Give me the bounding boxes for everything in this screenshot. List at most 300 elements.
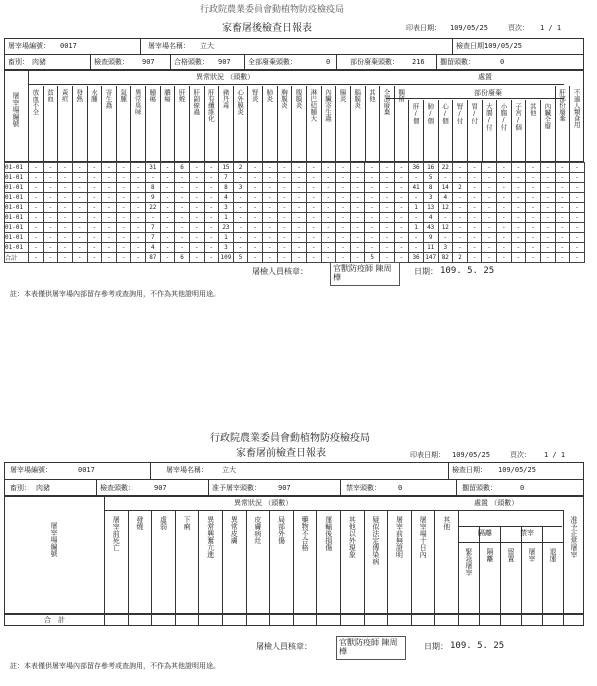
table-cell: - bbox=[87, 163, 102, 173]
table-cell: - bbox=[204, 203, 219, 213]
table-cell: - bbox=[233, 223, 248, 233]
table-cell: - bbox=[277, 233, 292, 243]
table-row bbox=[5, 203, 585, 213]
table-cell: 4 bbox=[219, 193, 234, 203]
table-cell: - bbox=[482, 253, 497, 263]
table-cell: - bbox=[570, 213, 585, 223]
table-cell: - bbox=[58, 173, 73, 183]
col-header-2-10: 其他以外現象 bbox=[348, 516, 357, 558]
table-cell: - bbox=[102, 223, 117, 233]
table-cell: - bbox=[131, 173, 146, 183]
table-cell: - bbox=[277, 223, 292, 233]
col-header-1-21: 腸炎 bbox=[338, 89, 347, 102]
col-header-1-11: 肝副線蟲 bbox=[192, 89, 201, 115]
table-cell: - bbox=[189, 223, 204, 233]
table-cell: - bbox=[380, 243, 395, 253]
table-cell: - bbox=[102, 233, 117, 243]
table-cell: - bbox=[58, 183, 73, 193]
print-date-2: 109/05/25 bbox=[452, 451, 490, 459]
table-cell: - bbox=[263, 223, 278, 233]
table-cell: - bbox=[482, 203, 497, 213]
table-cell: - bbox=[540, 233, 555, 243]
table-cell: - bbox=[175, 203, 190, 213]
table-cell: - bbox=[263, 243, 278, 253]
table-cell: - bbox=[511, 163, 526, 173]
table-cell: - bbox=[380, 183, 395, 193]
table-cell: - bbox=[72, 233, 87, 243]
table-cell: - bbox=[394, 243, 409, 253]
table-cell: - bbox=[72, 223, 87, 233]
table-cell: - bbox=[160, 183, 175, 193]
table-cell: - bbox=[58, 213, 73, 223]
table-cell: - bbox=[102, 253, 117, 263]
col-header-1-18: 腹膜炎 bbox=[294, 89, 303, 109]
table-cell: - bbox=[453, 243, 468, 253]
table-cell: - bbox=[540, 203, 555, 213]
table-cell: - bbox=[29, 233, 44, 243]
col-header-2-1: 發燒 bbox=[135, 516, 144, 530]
table-cell: - bbox=[248, 253, 263, 263]
table-cell: - bbox=[394, 183, 409, 193]
table-row bbox=[5, 183, 585, 193]
table-cell: - bbox=[292, 193, 307, 203]
table-cell: - bbox=[131, 213, 146, 223]
table-cell: - bbox=[394, 163, 409, 173]
disposal-col-2-0: 緊急屠宰 bbox=[465, 548, 473, 576]
table-cell: - bbox=[482, 233, 497, 243]
table-cell: - bbox=[58, 253, 73, 263]
table-cell: - bbox=[467, 213, 482, 223]
table-cell: - bbox=[72, 203, 87, 213]
table-cell: - bbox=[43, 243, 58, 253]
inspect-count-label-2: 檢查頭數： bbox=[100, 484, 135, 492]
row-id: 01-01 bbox=[5, 183, 29, 193]
table-cell: - bbox=[175, 243, 190, 253]
permit-label-2: 准予屠宰頭數： bbox=[212, 484, 261, 492]
table-cell: 3 bbox=[219, 243, 234, 253]
inspect-count-label-1: 檢查頭數： bbox=[94, 58, 129, 66]
table-cell: - bbox=[248, 213, 263, 223]
table-cell: - bbox=[570, 223, 585, 233]
table-cell: - bbox=[321, 223, 336, 233]
table-cell: - bbox=[570, 183, 585, 193]
table-cell: - bbox=[131, 233, 146, 243]
inspector-label-2: 屠檢人員核章： bbox=[256, 642, 312, 651]
table-cell: - bbox=[72, 193, 87, 203]
table-cell: - bbox=[72, 243, 87, 253]
table-cell: - bbox=[87, 213, 102, 223]
table-cell: - bbox=[540, 163, 555, 173]
col-header-1-12: 肝有纖維化 bbox=[206, 89, 215, 122]
table-cell: - bbox=[497, 173, 512, 183]
disposal-col-2-2: 留置 bbox=[507, 548, 515, 562]
table-cell: - bbox=[394, 193, 409, 203]
species-label-2: 畜別： bbox=[10, 484, 31, 492]
table-cell: - bbox=[189, 213, 204, 223]
table-cell: - bbox=[277, 163, 292, 173]
report-title-2: 家畜屠前檢查日報表 bbox=[236, 448, 326, 459]
col-header-2-14: 其他 bbox=[442, 516, 451, 530]
table-cell: - bbox=[204, 243, 219, 253]
table-cell: - bbox=[497, 193, 512, 203]
sh-name-1: 立大 bbox=[200, 42, 214, 50]
table-cell: - bbox=[336, 223, 351, 233]
table-cell: - bbox=[555, 173, 570, 183]
table-cell: - bbox=[116, 173, 131, 183]
table-cell: - bbox=[380, 173, 395, 183]
table-cell: - bbox=[43, 233, 58, 243]
table-cell: - bbox=[394, 203, 409, 213]
table-cell: - bbox=[102, 183, 117, 193]
table-cell: - bbox=[87, 253, 102, 263]
table-cell: - bbox=[160, 213, 175, 223]
table-cell: - bbox=[555, 253, 570, 263]
sh-no-label-1: 屠宰場編號： bbox=[8, 42, 50, 50]
table-cell: - bbox=[204, 253, 219, 263]
table-cell: - bbox=[102, 163, 117, 173]
table-cell: - bbox=[58, 243, 73, 253]
table-cell: 7 bbox=[146, 233, 161, 243]
page-label-1: 頁次： bbox=[508, 24, 529, 32]
table-cell: - bbox=[570, 253, 585, 263]
col-header-1-6: 氣腫 bbox=[119, 89, 128, 102]
table-cell: - bbox=[336, 193, 351, 203]
col-header-2-7: 局部外傷 bbox=[277, 516, 286, 544]
table-cell: 7 bbox=[219, 173, 234, 183]
table-cell: - bbox=[263, 163, 278, 173]
table-cell: - bbox=[350, 233, 365, 243]
col-header-2-5: 異常皮膚 bbox=[230, 516, 239, 544]
table-cell: - bbox=[380, 213, 395, 223]
table-cell: - bbox=[394, 213, 409, 223]
table-cell: - bbox=[116, 223, 131, 233]
col-header-1-0: 放血不全 bbox=[31, 89, 40, 115]
species-label-1: 畜別： bbox=[8, 58, 29, 66]
table-cell: - bbox=[409, 193, 424, 203]
table-cell: - bbox=[146, 213, 161, 223]
page-value-1: 1 / 1 bbox=[540, 24, 562, 32]
table-cell: - bbox=[292, 253, 307, 263]
col-header-1-7: 異常臭味 bbox=[133, 89, 142, 115]
table-cell: - bbox=[116, 163, 131, 173]
table-cell: - bbox=[482, 243, 497, 253]
table-cell: - bbox=[453, 233, 468, 243]
disposal-col-2-3: 屠宰 bbox=[528, 548, 536, 562]
table-cell: - bbox=[321, 253, 336, 263]
table-cell: - bbox=[321, 243, 336, 253]
table-cell: - bbox=[131, 253, 146, 263]
table-cell: - bbox=[511, 203, 526, 213]
table-cell: - bbox=[321, 173, 336, 183]
col-header-1-19: 淋巴結腫大 bbox=[309, 89, 318, 122]
table-cell: - bbox=[380, 223, 395, 233]
table-cell: - bbox=[482, 213, 497, 223]
table-cell: - bbox=[146, 173, 161, 183]
col-header-2-13: 屠宰場十日內 bbox=[419, 516, 428, 558]
detain-label-1: 擱留頭數： bbox=[440, 58, 475, 66]
table-cell: - bbox=[248, 193, 263, 203]
row-header-1: 屠宰場編號 bbox=[12, 92, 20, 127]
inspect-date-label-2: 檢查日期： bbox=[452, 466, 487, 474]
table-cell: - bbox=[116, 193, 131, 203]
table-cell: - bbox=[116, 233, 131, 243]
print-date-1: 109/05/25 bbox=[450, 24, 488, 32]
table-cell: - bbox=[555, 193, 570, 203]
table-cell: - bbox=[511, 193, 526, 203]
table-cell: 1 bbox=[219, 233, 234, 243]
table-cell: - bbox=[511, 173, 526, 183]
table-cell: 43 bbox=[423, 223, 438, 233]
table-cell: - bbox=[263, 253, 278, 263]
table-cell: 6 bbox=[175, 253, 190, 263]
table-cell: - bbox=[102, 243, 117, 253]
col-header-1-1: 貧血 bbox=[45, 89, 54, 102]
disposal-col-2-4: 退運 bbox=[549, 548, 557, 562]
table-cell: 36 bbox=[409, 163, 424, 173]
abnormal-header-2: 異常狀況 （頭數） bbox=[234, 499, 293, 507]
table-cell: 15 bbox=[219, 163, 234, 173]
col-header-1-14: 心外膜炎 bbox=[236, 89, 245, 115]
table-cell: - bbox=[277, 183, 292, 193]
table-cell: - bbox=[72, 183, 87, 193]
table-cell: - bbox=[277, 253, 292, 263]
table-cell: - bbox=[526, 213, 541, 223]
page-label-2: 頁次： bbox=[510, 451, 531, 459]
table-cell: - bbox=[540, 223, 555, 233]
table-cell: - bbox=[233, 173, 248, 183]
table-cell: - bbox=[58, 223, 73, 233]
col-header-1-10: 肝蛭 bbox=[177, 89, 186, 102]
table-cell: 87 bbox=[146, 253, 161, 263]
table-cell: - bbox=[160, 173, 175, 183]
table-cell: - bbox=[482, 223, 497, 233]
table-cell: - bbox=[438, 213, 453, 223]
table-cell: - bbox=[87, 243, 102, 253]
table-row bbox=[5, 173, 585, 183]
table-cell: - bbox=[292, 243, 307, 253]
table-cell: - bbox=[380, 163, 395, 173]
table-cell: - bbox=[409, 173, 424, 183]
table-cell: - bbox=[43, 173, 58, 183]
table-cell: - bbox=[263, 173, 278, 183]
table-cell: - bbox=[248, 163, 263, 173]
table-cell: - bbox=[306, 173, 321, 183]
table-cell: - bbox=[160, 233, 175, 243]
table-cell: - bbox=[438, 173, 453, 183]
post-slaughter-table bbox=[4, 162, 585, 263]
note-1: 註：本表僅供屠宰場內部留存參考或查詢用，不作為其他證明用途。 bbox=[10, 290, 220, 298]
table-cell: - bbox=[350, 163, 365, 173]
table-cell: - bbox=[29, 193, 44, 203]
table-cell: - bbox=[233, 193, 248, 203]
col-header-1-5: 寄生蟲 bbox=[104, 89, 113, 109]
col-header-1-28: 心/個 bbox=[441, 103, 449, 124]
table-cell: - bbox=[467, 193, 482, 203]
partial-condemn-label-1: 部份廢棄頭數： bbox=[350, 58, 399, 66]
table-cell: 9 bbox=[146, 193, 161, 203]
table-cell: - bbox=[380, 253, 395, 263]
partial-header-1: 部份廢棄 bbox=[474, 89, 502, 97]
whole-condemn-label-1: 全部廢棄頭數： bbox=[248, 58, 297, 66]
table-cell: - bbox=[482, 163, 497, 173]
table-cell: - bbox=[116, 213, 131, 223]
table-cell: - bbox=[350, 183, 365, 193]
col-header-2-9: 運輸後損傷 bbox=[324, 516, 333, 551]
sign-date-label-2: 日期： bbox=[424, 642, 448, 651]
table-cell: - bbox=[365, 223, 380, 233]
table-cell: - bbox=[365, 173, 380, 183]
table-cell: - bbox=[160, 193, 175, 203]
inspector-stamp-2 bbox=[336, 636, 406, 660]
table-cell: - bbox=[204, 193, 219, 203]
row-id: 01-01 bbox=[5, 213, 29, 223]
table-cell: - bbox=[453, 203, 468, 213]
detain-2: 0 bbox=[520, 484, 525, 492]
table-cell: - bbox=[277, 213, 292, 223]
table-cell: - bbox=[350, 253, 365, 263]
table-cell: - bbox=[380, 233, 395, 243]
table-cell: - bbox=[116, 203, 131, 213]
species-1: 肉豬 bbox=[32, 58, 46, 66]
table-cell: - bbox=[467, 173, 482, 183]
table-cell: - bbox=[570, 203, 585, 213]
table-cell: - bbox=[189, 203, 204, 213]
table-cell: - bbox=[189, 253, 204, 263]
table-cell: - bbox=[438, 233, 453, 243]
table-cell: - bbox=[204, 173, 219, 183]
table-cell: - bbox=[248, 183, 263, 193]
table-cell: - bbox=[453, 173, 468, 183]
table-cell: - bbox=[87, 233, 102, 243]
table-cell: - bbox=[497, 163, 512, 173]
table-cell: - bbox=[540, 173, 555, 183]
table-cell: - bbox=[233, 203, 248, 213]
table-cell: 22 bbox=[438, 163, 453, 173]
table-cell: - bbox=[292, 203, 307, 213]
disposal-header-2: 處置 （頭數） bbox=[474, 499, 519, 507]
table-cell: 2 bbox=[453, 183, 468, 193]
table-cell: - bbox=[189, 163, 204, 173]
col-header-1-36: 肝部份廢棄 bbox=[558, 89, 567, 122]
table-cell: 1 bbox=[409, 223, 424, 233]
table-cell: - bbox=[102, 193, 117, 203]
table-cell: - bbox=[72, 253, 87, 263]
table-cell: 8 bbox=[423, 183, 438, 193]
table-cell: - bbox=[204, 223, 219, 233]
table-cell: - bbox=[160, 203, 175, 213]
note-2: 註：本表僅供屠宰場內部留存參考或查詢用，不作為其他證明用途。 bbox=[10, 662, 220, 670]
table-cell: - bbox=[526, 193, 541, 203]
table-cell: - bbox=[350, 243, 365, 253]
table-row bbox=[5, 233, 585, 243]
detain-1: 0 bbox=[500, 58, 505, 66]
table-cell: - bbox=[394, 173, 409, 183]
table-cell: - bbox=[467, 163, 482, 173]
table-cell: - bbox=[365, 233, 380, 243]
abnormal-header-1: 異常狀況 （頭數） bbox=[196, 73, 255, 81]
detain-label-2: 擱留頭數： bbox=[462, 484, 497, 492]
table-cell: - bbox=[570, 173, 585, 183]
table-cell: - bbox=[365, 213, 380, 223]
table-cell: - bbox=[453, 163, 468, 173]
table-cell: - bbox=[453, 193, 468, 203]
table-cell: - bbox=[555, 213, 570, 223]
table-cell: - bbox=[467, 203, 482, 213]
table-cell: - bbox=[511, 183, 526, 193]
table-cell: - bbox=[277, 203, 292, 213]
table-cell: - bbox=[365, 203, 380, 213]
table-cell: - bbox=[87, 173, 102, 183]
table-cell: - bbox=[394, 223, 409, 233]
table-cell: - bbox=[72, 213, 87, 223]
table-cell: - bbox=[453, 223, 468, 233]
table-cell: - bbox=[58, 203, 73, 213]
table-cell: 1 bbox=[409, 203, 424, 213]
table-cell: - bbox=[29, 203, 44, 213]
table-cell: - bbox=[570, 163, 585, 173]
table-cell: 5 bbox=[233, 253, 248, 263]
table-cell: - bbox=[467, 183, 482, 193]
table-cell: - bbox=[292, 183, 307, 193]
table-cell: - bbox=[43, 213, 58, 223]
table-cell: 4 bbox=[438, 193, 453, 203]
table-cell: - bbox=[336, 203, 351, 213]
table-cell: - bbox=[29, 223, 44, 233]
table-cell: - bbox=[43, 183, 58, 193]
table-cell: - bbox=[570, 233, 585, 243]
print-date-label-1: 印表日期： bbox=[406, 24, 441, 32]
table-cell: - bbox=[277, 193, 292, 203]
table-cell: - bbox=[263, 213, 278, 223]
agency-title-1: 行政院農業委員會動植物防疫檢疫局 bbox=[200, 5, 345, 15]
disposal-col-2-5: 准予正常屠宰 bbox=[570, 516, 578, 558]
table-cell: 2 bbox=[453, 253, 468, 263]
col-header-1-37: 不適人類食用 bbox=[572, 89, 581, 128]
table-cell: 9 bbox=[423, 233, 438, 243]
partial-condemn-1: 216 bbox=[412, 58, 425, 66]
table-cell: - bbox=[116, 253, 131, 263]
disposal-sub-2-1: 禁宰 bbox=[520, 529, 534, 537]
inspect-date-2: 109/05/25 bbox=[498, 466, 536, 474]
table-cell: - bbox=[116, 183, 131, 193]
table-cell: 36 bbox=[409, 253, 424, 263]
table-cell: - bbox=[526, 233, 541, 243]
table-cell: - bbox=[204, 213, 219, 223]
col-header-1-17: 胸膜炎 bbox=[280, 89, 289, 109]
table-cell: - bbox=[248, 203, 263, 213]
table-cell: - bbox=[306, 243, 321, 253]
table-cell: 3 bbox=[438, 243, 453, 253]
table-cell: - bbox=[292, 233, 307, 243]
whole-condemn-1: 0 bbox=[326, 58, 331, 66]
table-cell: - bbox=[72, 163, 87, 173]
col-header-1-33: 子宮/個 bbox=[514, 103, 523, 131]
table-cell: - bbox=[306, 193, 321, 203]
table-cell: - bbox=[321, 193, 336, 203]
table-cell: - bbox=[540, 243, 555, 253]
table-cell: - bbox=[555, 223, 570, 233]
table-cell: - bbox=[29, 213, 44, 223]
row-id: 01-01 bbox=[5, 203, 29, 213]
table-cell: - bbox=[204, 163, 219, 173]
table-cell: - bbox=[467, 233, 482, 243]
agency-title-2: 行政院農業委員會動植物防疫檢疫局 bbox=[210, 433, 370, 444]
table-row bbox=[5, 193, 585, 203]
table-cell: - bbox=[350, 213, 365, 223]
table-cell: 3 bbox=[219, 203, 234, 213]
sh-no-2: 0017 bbox=[78, 466, 95, 474]
table-cell: 82 bbox=[438, 253, 453, 263]
